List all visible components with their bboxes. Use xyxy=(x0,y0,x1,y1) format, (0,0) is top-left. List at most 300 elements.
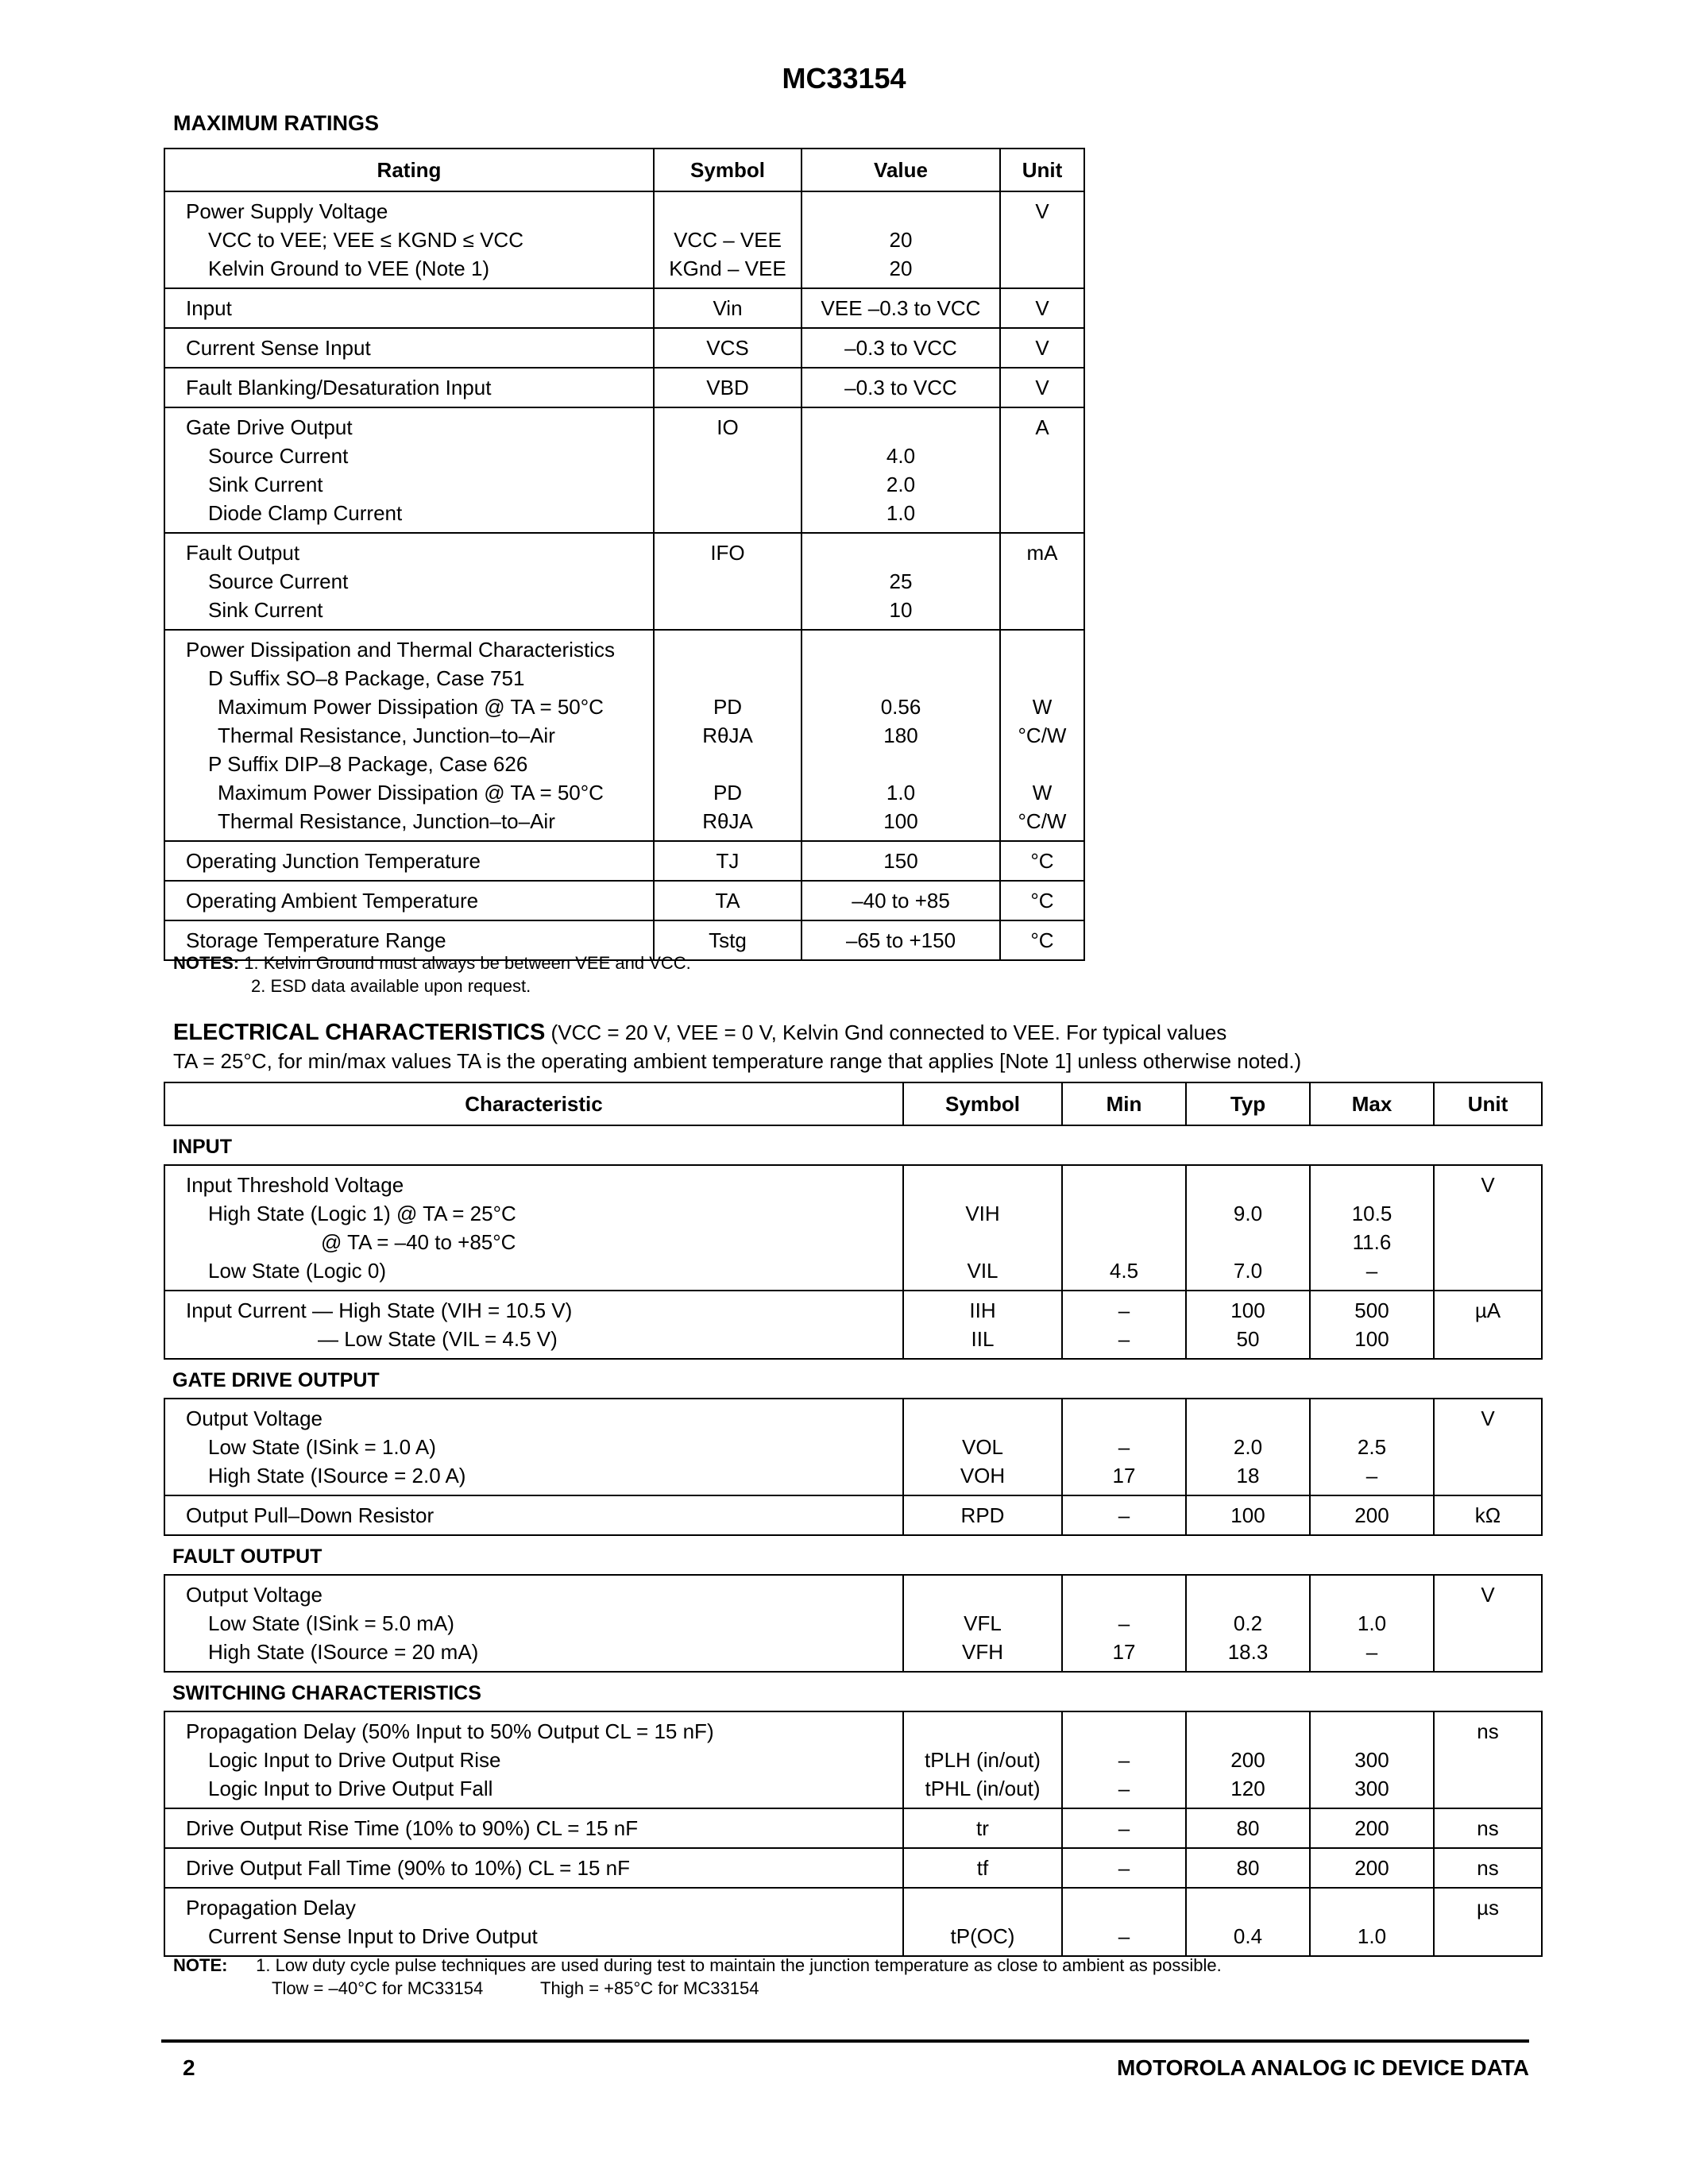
rating-line: Maximum Power Dissipation @ TA = 50°C xyxy=(218,781,604,805)
symbol-line: VBD xyxy=(706,376,749,399)
characteristic-min-cell xyxy=(1062,1575,1186,1672)
unit-line xyxy=(1443,1461,1533,1490)
rating-row xyxy=(164,630,1084,841)
unit-line xyxy=(1009,567,1076,596)
symbol-line: RPD xyxy=(960,1503,1005,1527)
rating-value-cell xyxy=(802,533,1000,630)
rating-line: P Suffix DIP–8 Package, Case 626 xyxy=(208,752,528,776)
char-line: Low State (ISink = 5.0 mA) xyxy=(208,1611,454,1635)
symbol-line: Vin xyxy=(713,296,743,320)
rating-symbol-cell xyxy=(654,630,802,841)
min-line xyxy=(1071,1893,1177,1922)
min-line: – xyxy=(1118,1327,1130,1351)
section-row xyxy=(164,1535,1542,1575)
max-line xyxy=(1319,1717,1425,1746)
symbol-line: tPHL (in/out) xyxy=(925,1777,1041,1800)
rating-value-cell xyxy=(802,288,1000,328)
rating-rating-cell xyxy=(164,328,654,368)
symbol-line xyxy=(912,1893,1053,1922)
value-line: 180 xyxy=(883,723,918,747)
typ-line: 100 xyxy=(1230,1503,1265,1527)
symbol-line: VFH xyxy=(962,1640,1003,1664)
rating-value-cell xyxy=(802,920,1000,960)
characteristic-unit-cell xyxy=(1434,1165,1542,1291)
characteristic-typ-cell xyxy=(1186,1888,1310,1956)
min-line: – xyxy=(1118,1856,1130,1880)
unit-line xyxy=(1443,1774,1533,1803)
char-line: Logic Input to Drive Output Fall xyxy=(208,1777,493,1800)
characteristic-unit-cell xyxy=(1434,1711,1542,1808)
section-title: FAULT OUTPUT xyxy=(164,1535,1542,1575)
symbol-line: IO xyxy=(717,415,739,439)
characteristic-symbol-cell xyxy=(903,1399,1062,1495)
typ-line xyxy=(1195,1717,1301,1746)
min-line xyxy=(1071,1404,1177,1433)
char-line: Drive Output Rise Time (10% to 90%) CL = 15 nF xyxy=(186,1816,639,1840)
rating-value-cell xyxy=(802,191,1000,288)
typ-line: 200 xyxy=(1230,1748,1265,1772)
unit-line: µA xyxy=(1474,1298,1501,1322)
unit-line xyxy=(1009,596,1076,624)
header-unit: Unit xyxy=(1434,1082,1542,1125)
rating-unit-cell xyxy=(1000,841,1084,881)
char-line: Output Voltage xyxy=(186,1406,323,1430)
unit-line xyxy=(1009,470,1076,499)
typ-line: 80 xyxy=(1236,1816,1260,1840)
min-line xyxy=(1071,1199,1177,1228)
char-line: Drive Output Fall Time (90% to 10%) CL = 15 nF xyxy=(186,1856,630,1880)
max-line: 2.5 xyxy=(1357,1435,1387,1459)
char-line: Input Threshold Voltage xyxy=(186,1173,404,1197)
electrical-header-row xyxy=(164,1082,1542,1125)
char-line: Output Voltage xyxy=(186,1583,323,1607)
rating-line: Storage Temperature Range xyxy=(186,928,446,952)
symbol-line: tr xyxy=(976,1816,989,1840)
max-line: 300 xyxy=(1354,1777,1389,1800)
max-line: 11.6 xyxy=(1352,1230,1392,1254)
section-row xyxy=(164,1359,1542,1399)
max-line: 500 xyxy=(1354,1298,1389,1322)
rating-symbol-cell xyxy=(654,533,802,630)
unit-line: °C/W xyxy=(1018,723,1067,747)
characteristic-char-cell xyxy=(164,1291,903,1359)
typ-line: 100 xyxy=(1230,1298,1265,1322)
symbol-line xyxy=(662,596,793,624)
unit-line: °C xyxy=(1030,928,1054,952)
rating-unit-cell xyxy=(1000,630,1084,841)
rating-unit-cell xyxy=(1000,920,1084,960)
characteristic-typ-cell xyxy=(1186,1575,1310,1672)
characteristic-typ-cell xyxy=(1186,1848,1310,1888)
value-line: 20 xyxy=(889,257,913,280)
symbol-line: VCC – VEE xyxy=(674,228,782,252)
symbol-line: IIL xyxy=(971,1327,995,1351)
symbol-line: TA xyxy=(715,889,740,913)
characteristic-unit-cell xyxy=(1434,1808,1542,1848)
value-line: –40 to +85 xyxy=(852,889,950,913)
typ-line xyxy=(1195,1893,1301,1922)
min-line xyxy=(1071,1171,1177,1199)
symbol-line xyxy=(662,470,793,499)
unit-line: µs xyxy=(1477,1896,1499,1920)
min-line: – xyxy=(1118,1924,1130,1948)
value-line: 1.0 xyxy=(886,501,916,525)
rating-symbol-cell xyxy=(654,407,802,533)
rating-value-cell xyxy=(802,881,1000,920)
rating-line: VCC to VEE; VEE ≤ KGND ≤ VCC xyxy=(208,228,523,252)
rating-rating-cell xyxy=(164,191,654,288)
rating-line: Power Supply Voltage xyxy=(186,199,388,223)
max-line: 300 xyxy=(1354,1748,1389,1772)
characteristic-char-cell xyxy=(164,1165,903,1291)
unit-line: ns xyxy=(1477,1816,1499,1840)
typ-line xyxy=(1195,1580,1301,1609)
max-line: 200 xyxy=(1354,1816,1389,1840)
char-line: Low State (ISink = 1.0 A) xyxy=(208,1435,436,1459)
value-line: –0.3 to VCC xyxy=(844,336,957,360)
characteristic-char-cell xyxy=(164,1399,903,1495)
characteristic-symbol-cell xyxy=(903,1808,1062,1848)
rating-unit-cell xyxy=(1000,191,1084,288)
value-line: –65 to +150 xyxy=(845,928,956,952)
characteristic-row xyxy=(164,1165,1542,1291)
min-line xyxy=(1071,1717,1177,1746)
characteristic-typ-cell xyxy=(1186,1291,1310,1359)
note-thigh: Thigh = +85°C for MC33154 xyxy=(540,1978,759,1998)
unit-line: ns xyxy=(1477,1856,1499,1880)
rating-line: Gate Drive Output xyxy=(186,415,353,439)
header-unit: Unit xyxy=(1000,149,1084,191)
characteristic-max-cell xyxy=(1310,1711,1434,1808)
min-line: 17 xyxy=(1112,1640,1136,1664)
symbol-line: tPLH (in/out) xyxy=(925,1748,1041,1772)
char-line: Low State (Logic 0) xyxy=(208,1259,387,1283)
header-typ: Typ xyxy=(1186,1082,1310,1125)
unit-line: V xyxy=(1481,1173,1495,1197)
rating-unit-cell xyxy=(1000,881,1084,920)
typ-line: 18.3 xyxy=(1227,1640,1269,1664)
characteristic-min-cell xyxy=(1062,1711,1186,1808)
value-line: 100 xyxy=(883,809,918,833)
footer-brand: MOTOROLA ANALOG IC DEVICE DATA xyxy=(1116,2055,1529,2080)
rating-row xyxy=(164,368,1084,407)
header-symbol: Symbol xyxy=(903,1082,1062,1125)
characteristic-max-cell xyxy=(1310,1165,1434,1291)
value-line: VEE –0.3 to VCC xyxy=(821,296,981,320)
characteristic-row xyxy=(164,1888,1542,1956)
note-tlow: Tlow = –40°C for MC33154 xyxy=(272,1978,484,1998)
characteristic-min-cell xyxy=(1062,1495,1186,1535)
rating-line: Source Current xyxy=(208,444,349,468)
characteristic-unit-cell xyxy=(1434,1399,1542,1495)
note-label: NOTE: xyxy=(173,1955,228,1975)
rating-rating-cell xyxy=(164,533,654,630)
max-line: – xyxy=(1365,1259,1378,1283)
value-line: 20 xyxy=(889,228,913,252)
unit-line xyxy=(1009,226,1076,254)
characteristic-symbol-cell xyxy=(903,1711,1062,1808)
value-line xyxy=(810,664,991,693)
rating-line: Sink Current xyxy=(208,598,323,622)
unit-line: W xyxy=(1032,695,1053,719)
notes-label: NOTES: xyxy=(173,953,240,973)
section-title: SWITCHING CHARACTERISTICS xyxy=(164,1672,1542,1711)
header-min: Min xyxy=(1062,1082,1186,1125)
min-line: – xyxy=(1118,1777,1130,1800)
min-line: – xyxy=(1118,1435,1130,1459)
rating-row xyxy=(164,533,1084,630)
max-line xyxy=(1319,1404,1425,1433)
char-line: Input Current — High State (VIH = 10.5 V) xyxy=(186,1298,573,1322)
header-symbol: Symbol xyxy=(654,149,802,191)
characteristic-max-cell xyxy=(1310,1808,1434,1848)
section-title: INPUT xyxy=(164,1125,1542,1165)
characteristic-typ-cell xyxy=(1186,1495,1310,1535)
symbol-line xyxy=(662,635,793,664)
unit-line xyxy=(1443,1228,1533,1256)
unit-line xyxy=(1009,635,1076,664)
max-line: – xyxy=(1365,1640,1378,1664)
char-line: — Low State (VIL = 4.5 V) xyxy=(318,1327,558,1351)
typ-line: 50 xyxy=(1236,1327,1260,1351)
rating-line: Kelvin Ground to VEE (Note 1) xyxy=(208,257,490,280)
characteristic-min-cell xyxy=(1062,1165,1186,1291)
rating-unit-cell xyxy=(1000,328,1084,368)
section-row xyxy=(164,1125,1542,1165)
max-line: – xyxy=(1365,1464,1378,1488)
symbol-line: VIH xyxy=(965,1202,1000,1225)
unit-line: V xyxy=(1035,296,1049,320)
rating-rating-cell xyxy=(164,630,654,841)
value-line: 0.56 xyxy=(880,695,921,719)
symbol-line: tP(OC) xyxy=(950,1924,1015,1948)
rating-unit-cell xyxy=(1000,407,1084,533)
unit-line xyxy=(1443,1256,1533,1285)
unit-line xyxy=(1009,442,1076,470)
value-line xyxy=(810,635,991,664)
value-line xyxy=(810,413,991,442)
symbol-line: VOH xyxy=(960,1464,1006,1488)
header-characteristic: Characteristic xyxy=(164,1082,903,1125)
characteristic-char-cell xyxy=(164,1808,903,1848)
unit-line: V xyxy=(1035,336,1049,360)
rating-line: Input xyxy=(186,296,232,320)
char-line: High State (ISource = 2.0 A) xyxy=(208,1464,466,1488)
unit-line: V xyxy=(1481,1406,1495,1430)
characteristic-unit-cell xyxy=(1434,1575,1542,1672)
max-line: 1.0 xyxy=(1357,1611,1387,1635)
value-line: 10 xyxy=(889,598,913,622)
symbol-line xyxy=(662,499,793,527)
unit-line: kΩ xyxy=(1474,1503,1501,1527)
max-ratings-header-row xyxy=(164,149,1084,191)
symbol-line: RθJA xyxy=(702,809,753,833)
unit-line xyxy=(1443,1746,1533,1774)
rating-line: Power Dissipation and Thermal Characteristics xyxy=(186,638,615,662)
rating-symbol-cell xyxy=(654,841,802,881)
min-line: – xyxy=(1118,1611,1130,1635)
min-line: – xyxy=(1118,1298,1130,1322)
symbol-line xyxy=(912,1171,1053,1199)
char-line: Propagation Delay (50% Input to 50% Output CL = 15 nF) xyxy=(186,1719,714,1743)
typ-line: 2.0 xyxy=(1233,1435,1263,1459)
rating-symbol-cell xyxy=(654,191,802,288)
characteristic-char-cell xyxy=(164,1888,903,1956)
rating-row xyxy=(164,191,1084,288)
unit-line xyxy=(1009,499,1076,527)
note-1: 1. Low duty cycle pulse techniques are used during test to maintain the junction temperature as close to ambient as possible. xyxy=(256,1955,1222,1975)
value-line: 4.0 xyxy=(886,444,916,468)
rating-rating-cell xyxy=(164,841,654,881)
characteristic-row xyxy=(164,1808,1542,1848)
symbol-line: tf xyxy=(976,1856,989,1880)
header-value: Value xyxy=(802,149,1000,191)
rating-symbol-cell xyxy=(654,368,802,407)
symbol-line: VFL xyxy=(964,1611,1002,1635)
unit-line xyxy=(1443,1325,1533,1353)
characteristic-symbol-cell xyxy=(903,1848,1062,1888)
value-line: 2.0 xyxy=(886,473,916,496)
max-line: 200 xyxy=(1354,1503,1389,1527)
char-line: @ TA = –40 to +85°C xyxy=(321,1230,516,1254)
rating-line: Thermal Resistance, Junction–to–Air xyxy=(218,809,555,833)
characteristic-max-cell xyxy=(1310,1848,1434,1888)
char-line: High State (ISource = 20 mA) xyxy=(208,1640,479,1664)
unit-line xyxy=(1009,750,1076,778)
characteristic-symbol-cell xyxy=(903,1575,1062,1672)
symbol-line: VOL xyxy=(961,1435,1004,1459)
char-line: Propagation Delay xyxy=(186,1896,356,1920)
rating-line: Sink Current xyxy=(208,473,323,496)
note-2: 2. ESD data available upon request. xyxy=(251,976,531,996)
unit-line xyxy=(1443,1433,1533,1461)
min-line: – xyxy=(1118,1503,1130,1527)
max-ratings-notes xyxy=(173,951,691,997)
symbol-line: Tstg xyxy=(709,928,747,952)
rating-unit-cell xyxy=(1000,368,1084,407)
electrical-notes xyxy=(173,1954,1222,2000)
rating-symbol-cell xyxy=(654,288,802,328)
characteristic-row xyxy=(164,1575,1542,1672)
char-line: Current Sense Input to Drive Output xyxy=(208,1924,538,1948)
characteristic-typ-cell xyxy=(1186,1711,1310,1808)
electrical-conditions-1: (VCC = 20 V, VEE = 0 V, Kelvin Gnd connected to VEE. For typical values xyxy=(550,1021,1227,1044)
rating-row xyxy=(164,288,1084,328)
rating-value-cell xyxy=(802,407,1000,533)
electrical-conditions-2: TA = 25°C, for min/max values TA is the operating ambient temperature range that applies [Note 1] unless otherwise noted.) xyxy=(173,1049,1302,1073)
unit-line: ns xyxy=(1477,1719,1499,1743)
characteristic-char-cell xyxy=(164,1495,903,1535)
symbol-line xyxy=(912,1404,1053,1433)
characteristic-symbol-cell xyxy=(903,1291,1062,1359)
characteristic-max-cell xyxy=(1310,1575,1434,1672)
unit-line: mA xyxy=(1026,541,1058,565)
symbol-line: VIL xyxy=(967,1259,999,1283)
characteristic-char-cell xyxy=(164,1711,903,1808)
value-line xyxy=(810,750,991,778)
max-line: 200 xyxy=(1354,1856,1389,1880)
rating-line: Maximum Power Dissipation @ TA = 50°C xyxy=(218,695,604,719)
characteristic-min-cell xyxy=(1062,1399,1186,1495)
unit-line: °C xyxy=(1030,849,1054,873)
typ-line: 9.0 xyxy=(1233,1202,1263,1225)
characteristic-unit-cell xyxy=(1434,1495,1542,1535)
rating-value-cell xyxy=(802,368,1000,407)
max-ratings-title: MAXIMUM RATINGS xyxy=(173,111,379,135)
symbol-line: IFO xyxy=(710,541,745,565)
symbol-line xyxy=(912,1717,1053,1746)
characteristic-unit-cell xyxy=(1434,1888,1542,1956)
rating-value-cell xyxy=(802,630,1000,841)
value-line xyxy=(810,197,991,226)
characteristic-typ-cell xyxy=(1186,1165,1310,1291)
symbol-line xyxy=(662,567,793,596)
unit-line: V xyxy=(1035,376,1049,399)
unit-line: °C/W xyxy=(1018,809,1067,833)
rating-line: D Suffix SO–8 Package, Case 751 xyxy=(208,666,525,690)
characteristic-max-cell xyxy=(1310,1291,1434,1359)
min-line: 4.5 xyxy=(1109,1259,1139,1283)
characteristic-max-cell xyxy=(1310,1888,1434,1956)
characteristic-max-cell xyxy=(1310,1399,1434,1495)
characteristic-symbol-cell xyxy=(903,1888,1062,1956)
max-line: 1.0 xyxy=(1357,1924,1387,1948)
value-line: 150 xyxy=(883,849,918,873)
symbol-line: VCS xyxy=(706,336,749,360)
typ-line: 120 xyxy=(1230,1777,1265,1800)
min-line: 17 xyxy=(1112,1464,1136,1488)
value-line xyxy=(810,538,991,567)
symbol-line: RθJA xyxy=(702,723,753,747)
symbol-line xyxy=(912,1580,1053,1609)
rating-line: Thermal Resistance, Junction–to–Air xyxy=(218,723,555,747)
rating-rating-cell xyxy=(164,407,654,533)
characteristic-char-cell xyxy=(164,1848,903,1888)
footer-rule xyxy=(161,2039,1529,2043)
unit-line: °C xyxy=(1030,889,1054,913)
characteristic-symbol-cell xyxy=(903,1495,1062,1535)
rating-row xyxy=(164,841,1084,881)
value-line: 1.0 xyxy=(886,781,916,805)
symbol-line: KGnd – VEE xyxy=(669,257,786,280)
symbol-line: PD xyxy=(713,695,743,719)
characteristic-unit-cell xyxy=(1434,1848,1542,1888)
typ-line xyxy=(1195,1404,1301,1433)
characteristic-max-cell xyxy=(1310,1495,1434,1535)
rating-line: Source Current xyxy=(208,569,349,593)
value-line: 25 xyxy=(889,569,913,593)
characteristic-min-cell xyxy=(1062,1808,1186,1848)
page-number: 2 xyxy=(183,2055,195,2080)
symbol-line: IIH xyxy=(969,1298,996,1322)
unit-line: V xyxy=(1481,1583,1495,1607)
max-line: 10.5 xyxy=(1351,1202,1393,1225)
typ-line: 18 xyxy=(1236,1464,1260,1488)
unit-line xyxy=(1009,254,1076,283)
characteristic-row xyxy=(164,1291,1542,1359)
characteristic-row xyxy=(164,1711,1542,1808)
rating-line: Fault Blanking/Desaturation Input xyxy=(186,376,492,399)
rating-symbol-cell xyxy=(654,881,802,920)
rating-unit-cell xyxy=(1000,288,1084,328)
symbol-line: TJ xyxy=(716,849,740,873)
characteristic-row xyxy=(164,1495,1542,1535)
typ-line xyxy=(1195,1171,1301,1199)
char-line: Logic Input to Drive Output Rise xyxy=(208,1748,501,1772)
characteristic-min-cell xyxy=(1062,1291,1186,1359)
characteristic-symbol-cell xyxy=(903,1165,1062,1291)
rating-line: Fault Output xyxy=(186,541,300,565)
